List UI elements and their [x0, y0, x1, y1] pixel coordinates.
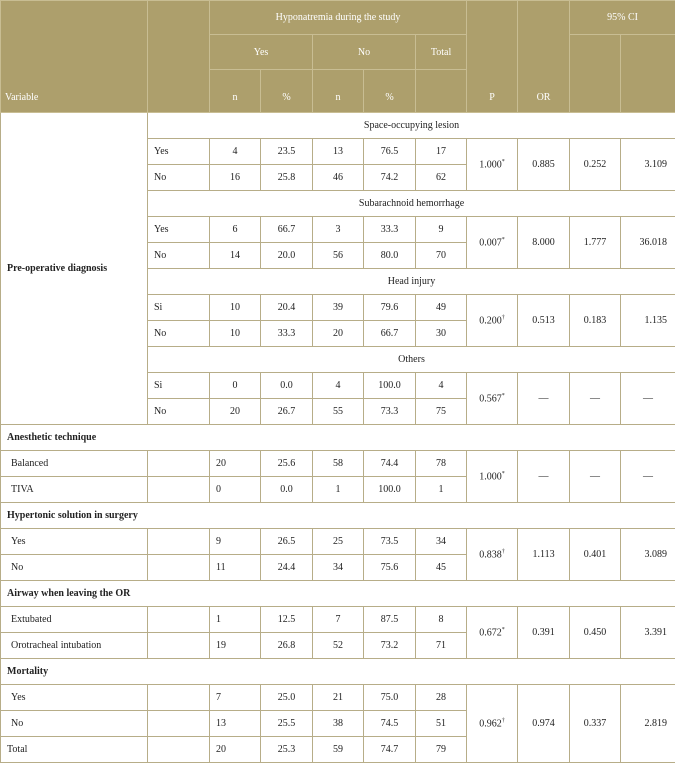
- cell-total: 75: [416, 399, 467, 425]
- cell-ci-low: 0.337: [570, 685, 621, 763]
- cell-ci-low: —: [570, 451, 621, 503]
- row-label: TIVA: [1, 477, 148, 503]
- cell-ci-high: 3.109: [621, 139, 675, 191]
- row-label: No: [148, 399, 210, 425]
- cell-total: 51: [416, 711, 467, 737]
- cell-no-n: 52: [313, 633, 364, 659]
- section-hypertonic: Hypertonic solution in surgery: [1, 503, 675, 529]
- cell-yes-pct: 0.0: [261, 373, 313, 399]
- row-label: Yes: [1, 529, 148, 555]
- subhead-sah: Subarachnoid hemorrhage: [148, 191, 675, 217]
- cell-no-pct: 73.2: [364, 633, 416, 659]
- cell-yes-n: 11: [210, 555, 261, 581]
- cell-no-pct: 74.2: [364, 165, 416, 191]
- header-p: P: [467, 1, 518, 113]
- cell-total: 28: [416, 685, 467, 711]
- cell-yes-n: 10: [210, 295, 261, 321]
- cell-ci-low: 1.777: [570, 217, 621, 269]
- cell-blank: [148, 711, 210, 737]
- cell-ci-high: 2.819: [621, 685, 675, 763]
- cell-total: 62: [416, 165, 467, 191]
- cell-yes-n: 20: [210, 737, 261, 763]
- cell-total: 9: [416, 217, 467, 243]
- table-row: [1, 607, 675, 633]
- header-total: Total: [416, 35, 467, 70]
- cell-yes-n: 6: [210, 217, 261, 243]
- cell-yes-pct: 24.4: [261, 555, 313, 581]
- subhead-soc: Space-occupying lesion: [148, 113, 675, 139]
- cell-no-n: 46: [313, 165, 364, 191]
- cell-yes-pct: 26.5: [261, 529, 313, 555]
- cell-no-pct: 100.0: [364, 477, 416, 503]
- cell-no-n: 13: [313, 139, 364, 165]
- cell-ci-high: 36.018: [621, 217, 675, 269]
- cell-yes-pct: 25.8: [261, 165, 313, 191]
- cell-no-pct: 73.3: [364, 399, 416, 425]
- row-label: Si: [148, 373, 210, 399]
- cell-p: 0.007*: [467, 217, 518, 269]
- cell-blank: [148, 633, 210, 659]
- cell-blank: [148, 607, 210, 633]
- cell-no-pct: 100.0: [364, 373, 416, 399]
- cell-no-n: 59: [313, 737, 364, 763]
- cell-yes-pct: 20.4: [261, 295, 313, 321]
- cell-or: 0.513: [518, 295, 570, 347]
- cell-ci-high: 3.089: [621, 529, 675, 581]
- cell-yes-pct: 25.6: [261, 451, 313, 477]
- cell-no-pct: 75.0: [364, 685, 416, 711]
- header-group-title: Hyponatremia during the study: [210, 1, 467, 35]
- header-yes-n: n: [210, 70, 261, 113]
- section-airway: Airway when leaving the OR: [1, 581, 675, 607]
- row-label: Orotracheal intubation: [1, 633, 148, 659]
- cell-ci-low: —: [570, 373, 621, 425]
- section-mortality: Mortality: [1, 659, 675, 685]
- row-label: No: [1, 555, 148, 581]
- cell-no-pct: 76.5: [364, 139, 416, 165]
- cell-yes-n: 7: [210, 685, 261, 711]
- cell-no-n: 38: [313, 711, 364, 737]
- cell-no-n: 55: [313, 399, 364, 425]
- section-anesthetic: Anesthetic technique: [1, 425, 675, 451]
- cell-yes-n: 9: [210, 529, 261, 555]
- cell-p: 1.000*: [467, 451, 518, 503]
- cell-total: 78: [416, 451, 467, 477]
- cell-yes-n: 0: [210, 373, 261, 399]
- header-blank: [148, 1, 210, 113]
- cell-yes-n: 14: [210, 243, 261, 269]
- row-label: Balanced: [1, 451, 148, 477]
- cell-yes-n: 10: [210, 321, 261, 347]
- table-row: [1, 451, 675, 477]
- header-variable: Variable: [1, 1, 148, 113]
- cell-or: —: [518, 451, 570, 503]
- cell-yes-pct: 25.5: [261, 711, 313, 737]
- cell-total: 49: [416, 295, 467, 321]
- cell-ci-low: 0.252: [570, 139, 621, 191]
- group-preop-label: Pre-operative diagnosis: [1, 113, 148, 425]
- table-row: [1, 685, 675, 711]
- cell-ci-high: 1.135: [621, 295, 675, 347]
- cell-no-n: 20: [313, 321, 364, 347]
- cell-no-n: 21: [313, 685, 364, 711]
- cell-or: —: [518, 373, 570, 425]
- cell-or: 1.113: [518, 529, 570, 581]
- cell-blank: [148, 477, 210, 503]
- cell-no-pct: 73.5: [364, 529, 416, 555]
- cell-or: 0.885: [518, 139, 570, 191]
- cell-yes-pct: 25.3: [261, 737, 313, 763]
- row-label: No: [148, 321, 210, 347]
- row-label: Yes: [1, 685, 148, 711]
- cell-yes-pct: 20.0: [261, 243, 313, 269]
- cell-yes-pct: 0.0: [261, 477, 313, 503]
- header-or: OR: [518, 1, 570, 113]
- cell-yes-n: 13: [210, 711, 261, 737]
- header-no-pct: %: [364, 70, 416, 113]
- cell-blank: [148, 451, 210, 477]
- header-no: No: [313, 35, 416, 70]
- cell-total: 34: [416, 529, 467, 555]
- cell-yes-pct: 26.7: [261, 399, 313, 425]
- cell-no-pct: 74.5: [364, 711, 416, 737]
- cell-total: 30: [416, 321, 467, 347]
- cell-no-n: 34: [313, 555, 364, 581]
- cell-total: 79: [416, 737, 467, 763]
- row-label: No: [148, 243, 210, 269]
- header-yes-pct: %: [261, 70, 313, 113]
- table-row: [1, 529, 675, 555]
- cell-yes-n: 20: [210, 399, 261, 425]
- cell-yes-n: 4: [210, 139, 261, 165]
- cell-yes-pct: 33.3: [261, 321, 313, 347]
- header-ci-low: [570, 35, 621, 113]
- cell-yes-pct: 23.5: [261, 139, 313, 165]
- cell-yes-pct: 12.5: [261, 607, 313, 633]
- cell-ci-low: 0.183: [570, 295, 621, 347]
- cell-p: 0.838†: [467, 529, 518, 581]
- cell-no-pct: 79.6: [364, 295, 416, 321]
- cell-p: 0.200†: [467, 295, 518, 347]
- cell-no-pct: 74.4: [364, 451, 416, 477]
- header-total-blank: [416, 70, 467, 113]
- cell-ci-low: 0.450: [570, 607, 621, 659]
- cell-no-n: 1: [313, 477, 364, 503]
- cell-no-n: 25: [313, 529, 364, 555]
- cell-no-n: 39: [313, 295, 364, 321]
- cell-total: 8: [416, 607, 467, 633]
- row-label: Yes: [148, 139, 210, 165]
- cell-or: 8.000: [518, 217, 570, 269]
- cell-p: 0.962†: [467, 685, 518, 763]
- cell-or: 0.974: [518, 685, 570, 763]
- header-yes: Yes: [210, 35, 313, 70]
- cell-total: 70: [416, 243, 467, 269]
- cell-no-n: 7: [313, 607, 364, 633]
- cell-blank: [148, 555, 210, 581]
- cell-total: 4: [416, 373, 467, 399]
- cell-ci-high: —: [621, 373, 675, 425]
- cell-yes-pct: 66.7: [261, 217, 313, 243]
- header-no-n: n: [313, 70, 364, 113]
- cell-yes-n: 16: [210, 165, 261, 191]
- cell-yes-pct: 25.0: [261, 685, 313, 711]
- row-label: Yes: [148, 217, 210, 243]
- cell-no-pct: 80.0: [364, 243, 416, 269]
- cell-blank: [148, 685, 210, 711]
- cell-no-n: 58: [313, 451, 364, 477]
- header-ci: 95% CI: [570, 1, 675, 35]
- row-label: Extubated: [1, 607, 148, 633]
- cell-ci-high: —: [621, 451, 675, 503]
- cell-no-pct: 87.5: [364, 607, 416, 633]
- cell-yes-pct: 26.8: [261, 633, 313, 659]
- cell-no-pct: 75.6: [364, 555, 416, 581]
- cell-p: 0.567*: [467, 373, 518, 425]
- cell-ci-high: 3.391: [621, 607, 675, 659]
- cell-total: 1: [416, 477, 467, 503]
- row-label: Si: [148, 295, 210, 321]
- row-label: No: [1, 711, 148, 737]
- row-label: Total: [1, 737, 148, 763]
- cell-yes-n: 20: [210, 451, 261, 477]
- cell-no-n: 56: [313, 243, 364, 269]
- cell-no-n: 4: [313, 373, 364, 399]
- cell-no-pct: 74.7: [364, 737, 416, 763]
- cell-no-n: 3: [313, 217, 364, 243]
- cell-no-pct: 33.3: [364, 217, 416, 243]
- cell-ci-low: 0.401: [570, 529, 621, 581]
- cell-total: 45: [416, 555, 467, 581]
- cell-total: 17: [416, 139, 467, 165]
- cell-blank: [148, 737, 210, 763]
- row-label: No: [148, 165, 210, 191]
- cell-total: 71: [416, 633, 467, 659]
- cell-p: 1.000*: [467, 139, 518, 191]
- cell-no-pct: 66.7: [364, 321, 416, 347]
- cell-yes-n: 0: [210, 477, 261, 503]
- subhead-head-injury: Head injury: [148, 269, 675, 295]
- header-ci-high: [621, 35, 675, 113]
- cell-yes-n: 1: [210, 607, 261, 633]
- cell-blank: [148, 529, 210, 555]
- cell-yes-n: 19: [210, 633, 261, 659]
- cell-p: 0.672*: [467, 607, 518, 659]
- cell-or: 0.391: [518, 607, 570, 659]
- subhead-others: Others: [148, 347, 675, 373]
